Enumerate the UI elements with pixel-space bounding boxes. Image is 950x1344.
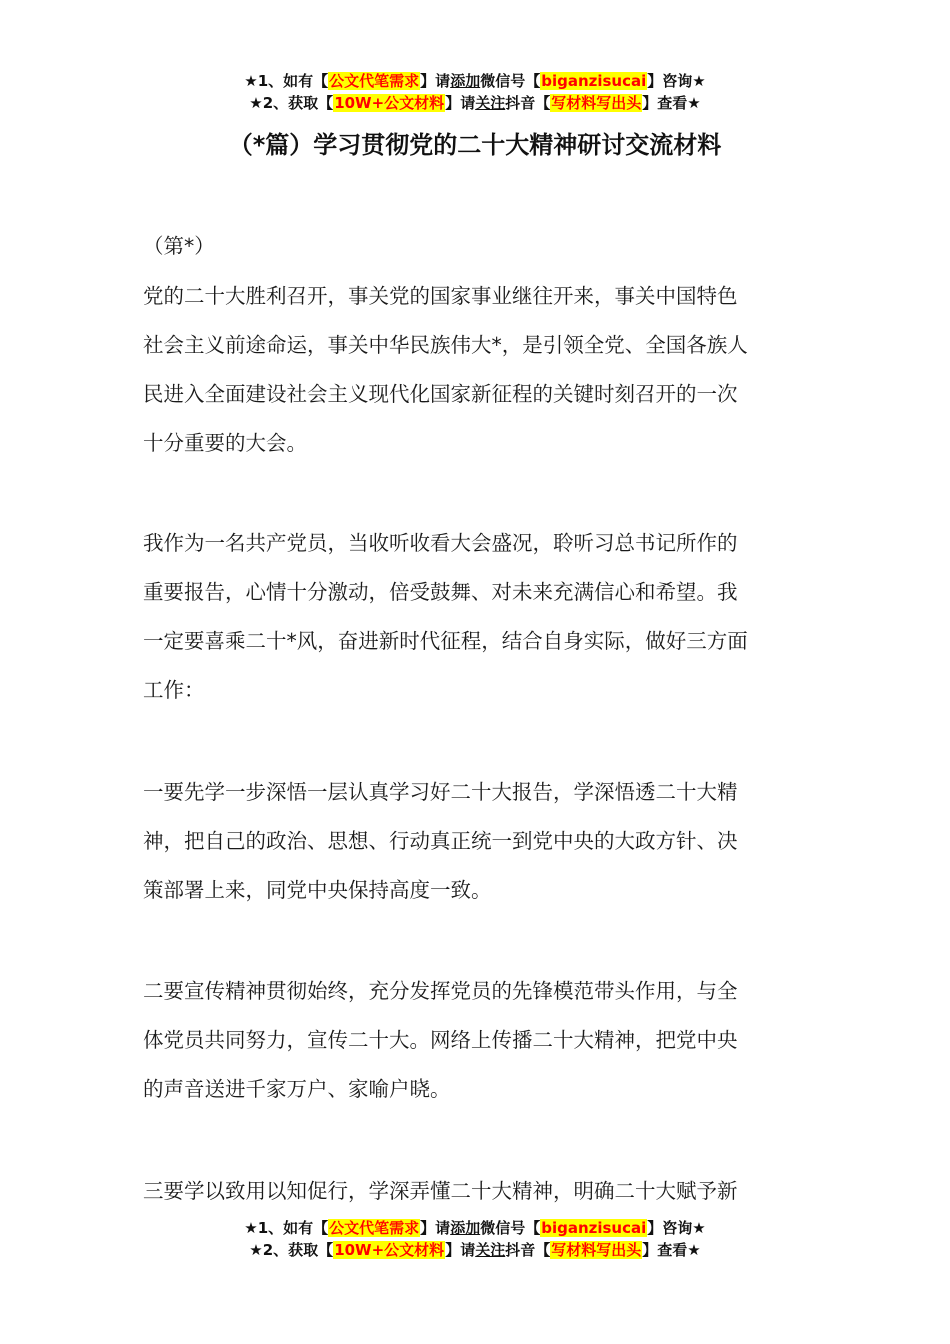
paragraph-line: 我作为一名共产党员，当收听收看大会盛况，聆听习总书记所作的 bbox=[143, 531, 738, 555]
paragraph-intro bbox=[143, 272, 808, 468]
banner-line-1 bbox=[0, 70, 950, 92]
underlined-follow: 关注 bbox=[475, 1241, 506, 1259]
footer-banner bbox=[0, 1217, 950, 1261]
highlight-service: 公文代笔需求 bbox=[329, 1219, 420, 1237]
banner-text: ★1、如有【 bbox=[244, 72, 329, 90]
paragraph-line: 神，把自己的政治、思想、行动真正统一到党中央的大政方针、决 bbox=[143, 829, 738, 853]
banner-text: 微信号【 bbox=[480, 1219, 541, 1237]
banner-text: 抖音【 bbox=[505, 94, 551, 112]
underlined-add: 添加 bbox=[450, 72, 481, 90]
highlight-materials: 10W+公文材料 bbox=[334, 94, 445, 112]
paragraph-line: 民进入全面建设社会主义现代化国家新征程的关键时刻召开的一次 bbox=[143, 382, 738, 406]
paragraph-line: 一定要喜乘二十*风，奋进新时代征程，结合自身实际，做好三方面 bbox=[143, 629, 748, 653]
banner-text: ★2、获取【 bbox=[249, 1241, 334, 1259]
banner-line-2 bbox=[0, 1239, 950, 1261]
paragraph-line: 党的二十大胜利召开，事关党的国家事业继往开来，事关中国特色 bbox=[143, 284, 738, 308]
underlined-add: 添加 bbox=[450, 1219, 481, 1237]
paragraph-line: 策部署上来，同党中央保持高度一致。 bbox=[143, 878, 492, 902]
paragraph-line: （第*） bbox=[143, 234, 215, 258]
banner-text: 】咨询★ bbox=[647, 1219, 706, 1237]
banner-text: 】请 bbox=[445, 1241, 476, 1259]
paragraph-line: 的声音送进千家万户、家喻户晓。 bbox=[143, 1077, 451, 1101]
banner-text: ★2、获取【 bbox=[249, 94, 334, 112]
highlight-wechat-id: biganzisucai bbox=[541, 72, 647, 90]
underlined-follow: 关注 bbox=[475, 94, 506, 112]
banner-text: 抖音【 bbox=[505, 1241, 551, 1259]
banner-text: 】请 bbox=[445, 94, 476, 112]
banner-text: 】查看★ bbox=[642, 1241, 701, 1259]
paragraph-line: 重要报告，心情十分激动，倍受鼓舞、对未来充满信心和希望。我 bbox=[143, 580, 738, 604]
banner-text: 】请 bbox=[420, 1219, 451, 1237]
paragraph-line: 二要宣传精神贯彻始终，充分发挥党员的先锋模范带头作用，与全 bbox=[143, 979, 738, 1003]
paragraph-line: 工作： bbox=[143, 678, 205, 702]
header-banner bbox=[0, 70, 950, 114]
paragraph-section-label bbox=[143, 222, 808, 271]
paragraph-personal-reflection bbox=[143, 519, 808, 715]
highlight-douyin-account: 写材料写出头 bbox=[551, 1241, 642, 1259]
banner-text: 】查看★ bbox=[642, 94, 701, 112]
banner-text: 微信号【 bbox=[480, 72, 541, 90]
highlight-wechat-id: biganzisucai bbox=[541, 1219, 647, 1237]
paragraph-line: 体党员共同努力，宣传二十大。网络上传播二十大精神，把党中央 bbox=[143, 1028, 738, 1052]
highlight-douyin-account: 写材料写出头 bbox=[551, 94, 642, 112]
highlight-materials: 10W+公文材料 bbox=[334, 1241, 445, 1259]
paragraph-point-two bbox=[143, 967, 808, 1114]
banner-line-2 bbox=[0, 92, 950, 114]
paragraph-point-three bbox=[143, 1167, 808, 1216]
banner-line-1 bbox=[0, 1217, 950, 1239]
banner-text: ★1、如有【 bbox=[244, 1219, 329, 1237]
paragraph-line: 社会主义前途命运，事关中华民族伟大*，是引领全党、全国各族人 bbox=[143, 333, 748, 357]
banner-text: 】请 bbox=[420, 72, 451, 90]
paragraph-point-one bbox=[143, 768, 808, 915]
paragraph-line: 三要学以致用以知促行，学深弄懂二十大精神，明确二十大赋予新 bbox=[143, 1179, 738, 1203]
paragraph-line: 十分重要的大会。 bbox=[143, 431, 307, 455]
document-title: （*篇）学习贯彻党的二十大精神研讨交流材料 bbox=[228, 131, 722, 159]
paragraph-line: 一要先学一步深悟一层认真学习好二十大报告，学深悟透二十大精 bbox=[143, 780, 738, 804]
highlight-service: 公文代笔需求 bbox=[329, 72, 420, 90]
banner-text: 】咨询★ bbox=[647, 72, 706, 90]
